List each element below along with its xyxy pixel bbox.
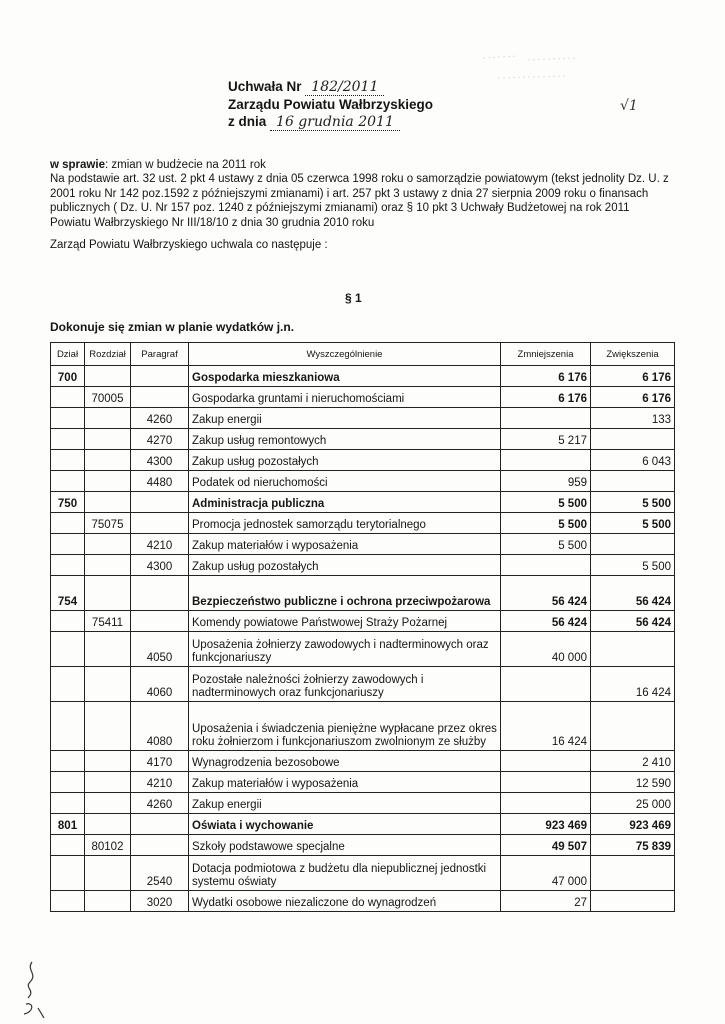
- cell-rozdzial: [85, 632, 131, 667]
- cell-rozdzial: 70005: [85, 387, 131, 408]
- cell-opis: Zakup usług remontowych: [189, 429, 501, 450]
- cell-paragraf: 4080: [131, 702, 189, 751]
- cell-rozdzial: 75411: [85, 611, 131, 632]
- cell-opis: Komendy powiatowe Państwowej Straży Pożarnej: [189, 611, 501, 632]
- cell-opis: Oświata i wychowanie: [189, 814, 501, 835]
- cell-zmniejszenia: 6 176: [501, 387, 591, 408]
- cell-opis: Podatek od nieruchomości: [189, 471, 501, 492]
- cell-opis: Promocja jednostek samorządu terytorialnego: [189, 513, 501, 534]
- resolution-number-line: [228, 78, 488, 96]
- cell-paragraf: [131, 611, 189, 632]
- cell-rozdzial: [85, 429, 131, 450]
- cell-dzial: [51, 793, 85, 814]
- paragraph-marker: § 1: [345, 291, 362, 305]
- cell-zmniejszenia: [501, 667, 591, 702]
- table-row: [51, 471, 675, 492]
- table-row: [51, 513, 675, 534]
- header-paragraf: Paragraf: [131, 343, 189, 366]
- cell-rozdzial: [85, 702, 131, 751]
- legal-basis: Na podstawie art. 32 ust. 2 pkt 4 ustawy z dnia 05 czerwca 1998 roku o samorządzie powiatowym (tekst jednolity Dz. U. z 2001 roku Nr 142 poz.1592 z późniejszymi zmianami) i art. 257 pkt 3 ustawy z dnia 27 sierpnia 2009 roku o finansach publicznych ( Dz. U. Nr 157 poz. 1240 z późniejszymi zmianami) oraz § 10 pkt 3 Uchwały Budżetowej na rok 2011 Powiatu Wałbrzyskiego Nr III/18/10 z dnia 30 grudnia 2010 roku: [50, 173, 669, 229]
- handwritten-mark: √1: [620, 98, 638, 114]
- table-row: [51, 576, 675, 611]
- table-row: [51, 408, 675, 429]
- cell-zmniejszenia: [501, 408, 591, 429]
- resolution-number: 182/2011: [305, 79, 384, 96]
- table-header-row: [51, 343, 675, 366]
- table-row: [51, 793, 675, 814]
- cell-paragraf: 4300: [131, 555, 189, 576]
- cell-dzial: 754: [51, 576, 85, 611]
- cell-zwiekszenia: [591, 702, 675, 751]
- cell-zwiekszenia: 6 176: [591, 366, 675, 387]
- cell-zmniejszenia: 923 469: [501, 814, 591, 835]
- cell-zmniejszenia: 27: [501, 891, 591, 912]
- cell-zwiekszenia: [591, 471, 675, 492]
- cell-rozdzial: [85, 891, 131, 912]
- cell-zmniejszenia: [501, 555, 591, 576]
- cell-rozdzial: 80102: [85, 835, 131, 856]
- cell-opis: Zakup materiałów i wyposażenia: [189, 772, 501, 793]
- header-zmniejszenia: Zmniejszenia: [501, 343, 591, 366]
- title-prefix: Uchwała Nr: [228, 79, 302, 94]
- cell-zmniejszenia: [501, 450, 591, 471]
- cell-zwiekszenia: 6 176: [591, 387, 675, 408]
- table-row: [51, 702, 675, 751]
- cell-zmniejszenia: 49 507: [501, 835, 591, 856]
- margin-scribble-icon: [12, 960, 52, 1020]
- cell-rozdzial: [85, 772, 131, 793]
- cell-zwiekszenia: 25 000: [591, 793, 675, 814]
- cell-dzial: [51, 856, 85, 891]
- cell-dzial: [51, 513, 85, 534]
- cell-dzial: [51, 632, 85, 667]
- cell-zmniejszenia: 5 217: [501, 429, 591, 450]
- resolution-date-line: [228, 113, 488, 131]
- cell-paragraf: [131, 492, 189, 513]
- table-row: [51, 450, 675, 471]
- cell-opis: Gospodarka gruntami i nieruchomościami: [189, 387, 501, 408]
- cell-rozdzial: [85, 856, 131, 891]
- cell-zmniejszenia: 16 424: [501, 702, 591, 751]
- cell-zwiekszenia: 12 590: [591, 772, 675, 793]
- cell-paragraf: 4210: [131, 772, 189, 793]
- cell-paragraf: 4480: [131, 471, 189, 492]
- header-rozdzial: Rozdział: [85, 343, 131, 366]
- cell-rozdzial: [85, 667, 131, 702]
- cell-opis: Zakup energii: [189, 793, 501, 814]
- cell-opis: Zakup usług pozostałych: [189, 555, 501, 576]
- cell-rozdzial: [85, 471, 131, 492]
- cell-dzial: [51, 555, 85, 576]
- cell-dzial: [51, 387, 85, 408]
- cell-opis: Bezpieczeństwo publiczne i ochrona przeciwpożarowa: [189, 576, 501, 611]
- cell-dzial: 801: [51, 814, 85, 835]
- cell-zmniejszenia: [501, 772, 591, 793]
- cell-zmniejszenia: 5 500: [501, 513, 591, 534]
- cell-dzial: [51, 772, 85, 793]
- cell-zmniejszenia: [501, 751, 591, 772]
- cell-zwiekszenia: 5 500: [591, 513, 675, 534]
- table-row: [51, 492, 675, 513]
- cell-zmniejszenia: 959: [501, 471, 591, 492]
- table-row: [51, 429, 675, 450]
- cell-dzial: 750: [51, 492, 85, 513]
- cell-zwiekszenia: 2 410: [591, 751, 675, 772]
- cell-zwiekszenia: [591, 891, 675, 912]
- table-row: [51, 751, 675, 772]
- cell-paragraf: [131, 366, 189, 387]
- subject-text: : zmian w budżecie na 2011 rok: [104, 159, 266, 171]
- expenditure-table: [50, 342, 675, 912]
- cell-dzial: [51, 891, 85, 912]
- cell-paragraf: 2540: [131, 856, 189, 891]
- cell-opis: Szkoły podstawowe specjalne: [189, 835, 501, 856]
- header-zwiekszenia: Zwiększenia: [591, 343, 675, 366]
- cell-paragraf: [131, 835, 189, 856]
- cell-zwiekszenia: 75 839: [591, 835, 675, 856]
- cell-opis: Pozostałe należności żołnierzy zawodowych i nadterminowych oraz funkcjonariuszy: [189, 667, 501, 702]
- table-row: [51, 772, 675, 793]
- cell-zwiekszenia: [591, 632, 675, 667]
- cell-zwiekszenia: [591, 429, 675, 450]
- cell-paragraf: 4170: [131, 751, 189, 772]
- cell-opis: Gospodarka mieszkaniowa: [189, 366, 501, 387]
- cell-dzial: [51, 835, 85, 856]
- cell-paragraf: 4260: [131, 408, 189, 429]
- cell-paragraf: [131, 513, 189, 534]
- cell-opis: Wynagrodzenia bezosobowe: [189, 751, 501, 772]
- cell-rozdzial: [85, 492, 131, 513]
- cell-dzial: [51, 450, 85, 471]
- table-row: [51, 387, 675, 408]
- cell-paragraf: [131, 576, 189, 611]
- cell-zmniejszenia: 6 176: [501, 366, 591, 387]
- resolution-date: 16 grudnia 2011: [270, 114, 400, 131]
- cell-rozdzial: 75075: [85, 513, 131, 534]
- cell-rozdzial: [85, 751, 131, 772]
- cell-paragraf: [131, 387, 189, 408]
- cell-rozdzial: [85, 576, 131, 611]
- cell-opis: Zakup usług pozostałych: [189, 450, 501, 471]
- cell-zwiekszenia: 5 500: [591, 555, 675, 576]
- cell-opis: Dotacja podmiotowa z budżetu dla niepublicznej jednostki systemu oświaty: [189, 856, 501, 891]
- cell-dzial: [51, 471, 85, 492]
- cell-rozdzial: [85, 408, 131, 429]
- cell-paragraf: 3020: [131, 891, 189, 912]
- cell-opis: Zakup materiałów i wyposażenia: [189, 534, 501, 555]
- cell-zmniejszenia: 5 500: [501, 492, 591, 513]
- cell-zwiekszenia: 6 043: [591, 450, 675, 471]
- cell-opis: Wydatki osobowe niezaliczone do wynagrodzeń: [189, 891, 501, 912]
- cell-dzial: [51, 429, 85, 450]
- resolution-header: [228, 78, 488, 131]
- cell-dzial: [51, 751, 85, 772]
- cell-rozdzial: [85, 814, 131, 835]
- cell-opis: Uposażenia żołnierzy zawodowych i nadterminowych oraz funkcjonariuszy: [189, 632, 501, 667]
- cell-zmniejszenia: 56 424: [501, 611, 591, 632]
- cell-paragraf: 4060: [131, 667, 189, 702]
- cell-paragraf: 4300: [131, 450, 189, 471]
- cell-rozdzial: [85, 534, 131, 555]
- table-row: [51, 534, 675, 555]
- table-row: [51, 891, 675, 912]
- cell-dzial: [51, 408, 85, 429]
- cell-paragraf: [131, 814, 189, 835]
- cell-opis: Zakup energii: [189, 408, 501, 429]
- cell-zmniejszenia: 56 424: [501, 576, 591, 611]
- cell-zmniejszenia: [501, 793, 591, 814]
- board-name: Zarządu Powiatu Wałbrzyskiego: [228, 97, 434, 112]
- cell-zwiekszenia: [591, 856, 675, 891]
- cell-rozdzial: [85, 450, 131, 471]
- section-title: Dokonuje się zmian w planie wydatków j.n.: [50, 320, 295, 334]
- cell-opis: Administracja publiczna: [189, 492, 501, 513]
- cell-zwiekszenia: 56 424: [591, 576, 675, 611]
- cell-paragraf: 4210: [131, 534, 189, 555]
- cell-paragraf: 4270: [131, 429, 189, 450]
- table-row: [51, 667, 675, 702]
- cell-zwiekszenia: [591, 534, 675, 555]
- header-opis: Wyszczególnienie: [189, 343, 501, 366]
- cell-rozdzial: [85, 793, 131, 814]
- cell-zmniejszenia: 47 000: [501, 856, 591, 891]
- cell-rozdzial: [85, 555, 131, 576]
- cell-dzial: [51, 611, 85, 632]
- cell-rozdzial: [85, 366, 131, 387]
- subject-label: w sprawie: [50, 159, 105, 171]
- subject-line: [50, 158, 670, 172]
- table-row: [51, 366, 675, 387]
- table-row: [51, 835, 675, 856]
- cell-zmniejszenia: 5 500: [501, 534, 591, 555]
- table-row: [51, 856, 675, 891]
- cell-dzial: [51, 667, 85, 702]
- faded-stamp: [478, 38, 588, 98]
- date-prefix: z dnia: [228, 114, 267, 129]
- cell-dzial: [51, 702, 85, 751]
- cell-zwiekszenia: 5 500: [591, 492, 675, 513]
- cell-opis: Uposażenia i świadczenia pieniężne wypłacane przez okres roku żołnierzom i funkcjonariuszom zwolnionym ze służby: [189, 702, 501, 751]
- resolution-intro: [50, 158, 670, 252]
- table-row: [51, 555, 675, 576]
- table-row: [51, 611, 675, 632]
- cell-zwiekszenia: 16 424: [591, 667, 675, 702]
- cell-zwiekszenia: 56 424: [591, 611, 675, 632]
- cell-zmniejszenia: 40 000: [501, 632, 591, 667]
- cell-paragraf: 4050: [131, 632, 189, 667]
- cell-dzial: [51, 534, 85, 555]
- resolves-line: Zarząd Powiatu Wałbrzyskiego uchwala co następuje :: [50, 239, 328, 252]
- cell-dzial: 700: [51, 366, 85, 387]
- cell-paragraf: 4260: [131, 793, 189, 814]
- header-dzial: Dział: [51, 343, 85, 366]
- cell-zwiekszenia: 923 469: [591, 814, 675, 835]
- table-row: [51, 814, 675, 835]
- table-row: [51, 632, 675, 667]
- cell-zwiekszenia: 133: [591, 408, 675, 429]
